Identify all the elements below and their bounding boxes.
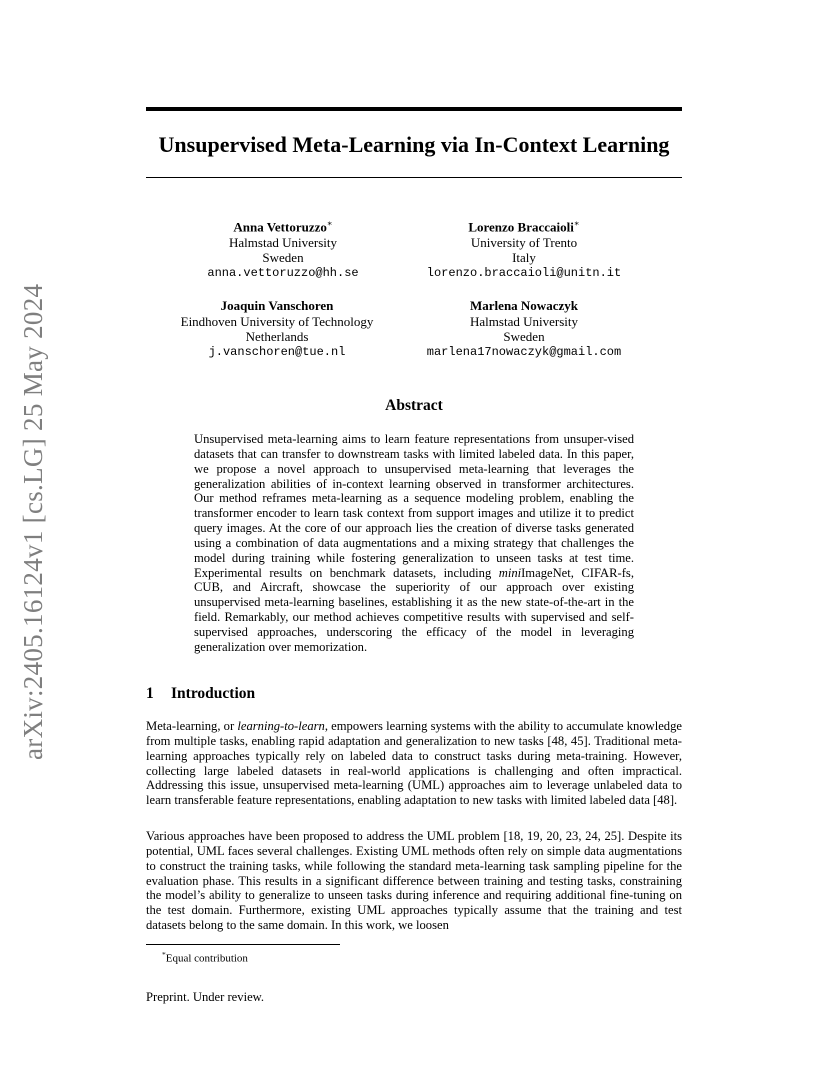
footnote-mark: *: [162, 950, 166, 959]
section-heading-introduction: [146, 684, 255, 704]
title-bottom-rule: [146, 177, 682, 178]
paragraph-text: Meta-learning, or: [146, 719, 238, 733]
arxiv-identifier: arXiv:2405.16124v1 [cs.LG] 25 May 2024: [18, 283, 48, 760]
abstract-italic-mini: mini: [498, 565, 522, 580]
abstract-body: [194, 432, 634, 655]
author-block-1: [198, 216, 368, 281]
author-block-3: [162, 298, 392, 360]
author-block-4: [414, 298, 634, 360]
author-email: lorenzo.braccaioli@unitn.it: [426, 265, 622, 280]
paragraph-text: , empowers learning systems with the ability to accumulate knowledge from multiple tasks, enabling rapid adaptation and generalization to new tasks [48, 45]. Traditional meta-learning approaches typically rely on labeled data to construct tasks during meta-training. However, collecting large labeled datasets in real-world applications is challenging and often impractical. Addressing this issue, unsupervised meta-learning (UML) approaches aim to leverage unlabeled data to learn transferable feature representations, enabling adaptation to new tasks with limited labeled data [48].: [146, 719, 682, 808]
author-affiliation: Eindhoven University of Technology: [180, 313, 374, 329]
author-country: Netherlands: [245, 329, 309, 344]
author-name: Lorenzo Braccaioli: [468, 219, 574, 235]
intro-paragraph-1: [146, 719, 682, 808]
section-number: 1: [146, 685, 154, 702]
author-email: anna.vettoruzzo@hh.se: [207, 265, 359, 280]
author-country: Sweden: [262, 250, 304, 266]
author-country: Italy: [512, 250, 536, 266]
paper-title: Unsupervised Meta-Learning via In-Context Learning: [158, 132, 670, 157]
abstract-text-part-1: Unsupervised meta-learning aims to learn feature representations from unsuper-vised datasets that can transfer to downstream tasks with limited labeled data. In this paper, we propose a novel approach to unsupervised meta-learning that leverages the generalization abilities of in-context learning observed in transformer architectures. Our method reframes meta-learning as a sequence modeling problem, enabling the transformer encoder to learn task context from support images and utilize it to predict query images. At the core of our approach lies the creation of diverse tasks generated using a combination of data augmentations and a mixing strategy that challenges the model during training while fostering generalization to unseen tasks at test time. Experimental results on benchmark datasets, including: [194, 432, 634, 580]
preprint-notice: Preprint. Under review.: [146, 990, 265, 1004]
author-name: Marlena Nowaczyk: [470, 298, 578, 313]
author-country: Sweden: [503, 329, 545, 344]
author-email: j.vanschoren@tue.nl: [208, 344, 346, 359]
author-block-2: [414, 216, 634, 281]
section-title: Introduction: [171, 685, 256, 702]
author-affiliation: University of Trento: [470, 234, 578, 250]
equal-contribution-mark: ∗: [326, 218, 333, 228]
abstract-heading: Abstract: [385, 397, 443, 414]
footnote-rule: [146, 944, 340, 945]
author-name: Joaquin Vanschoren: [220, 298, 334, 313]
author-email: marlena17nowaczyk@gmail.com: [426, 344, 622, 359]
intro-paragraph-2: Various approaches have been proposed to address the UML problem [18, 19, 20, 23, 24, 25]. Despite its potential, UML faces several challenges. Existing UML methods often rely on simple data augmentations to construct the training tasks, while following the standard meta-learning task sampling pipeline for the evaluation phase. This results in a significant difference between training and testing tasks, constraining the model’s ability to generalize to unseen tasks during inference and requiring additional fine-tuning on the test domain. Furthermore, existing UML approaches typically assume that the training and test datasets belong to the same domain. In this work, we loosen: [146, 829, 682, 933]
footnote-text: Equal contribution: [165, 952, 248, 965]
paragraph-italic-term: learning-to-learn: [237, 719, 325, 733]
equal-contribution-mark: ∗: [573, 218, 580, 228]
author-affiliation: Halmstad University: [229, 234, 337, 250]
author-name: Anna Vettoruzzo: [233, 219, 327, 235]
abstract-text-part-2: ImageNet, CIFAR-fs, CUB, and Aircraft, showcase the superiority of our approach over existing unsupervised meta-learning baselines, establishing it as the new state-of-the-art in the field. Remarkably, our method achieves competitive results with supervised and self-supervised approaches, underscoring the efficacy of the model in leveraging generalization over memorization.: [194, 565, 634, 654]
title-top-rule: [146, 107, 682, 111]
author-affiliation: Halmstad University: [470, 313, 578, 329]
footnote: [162, 948, 248, 966]
